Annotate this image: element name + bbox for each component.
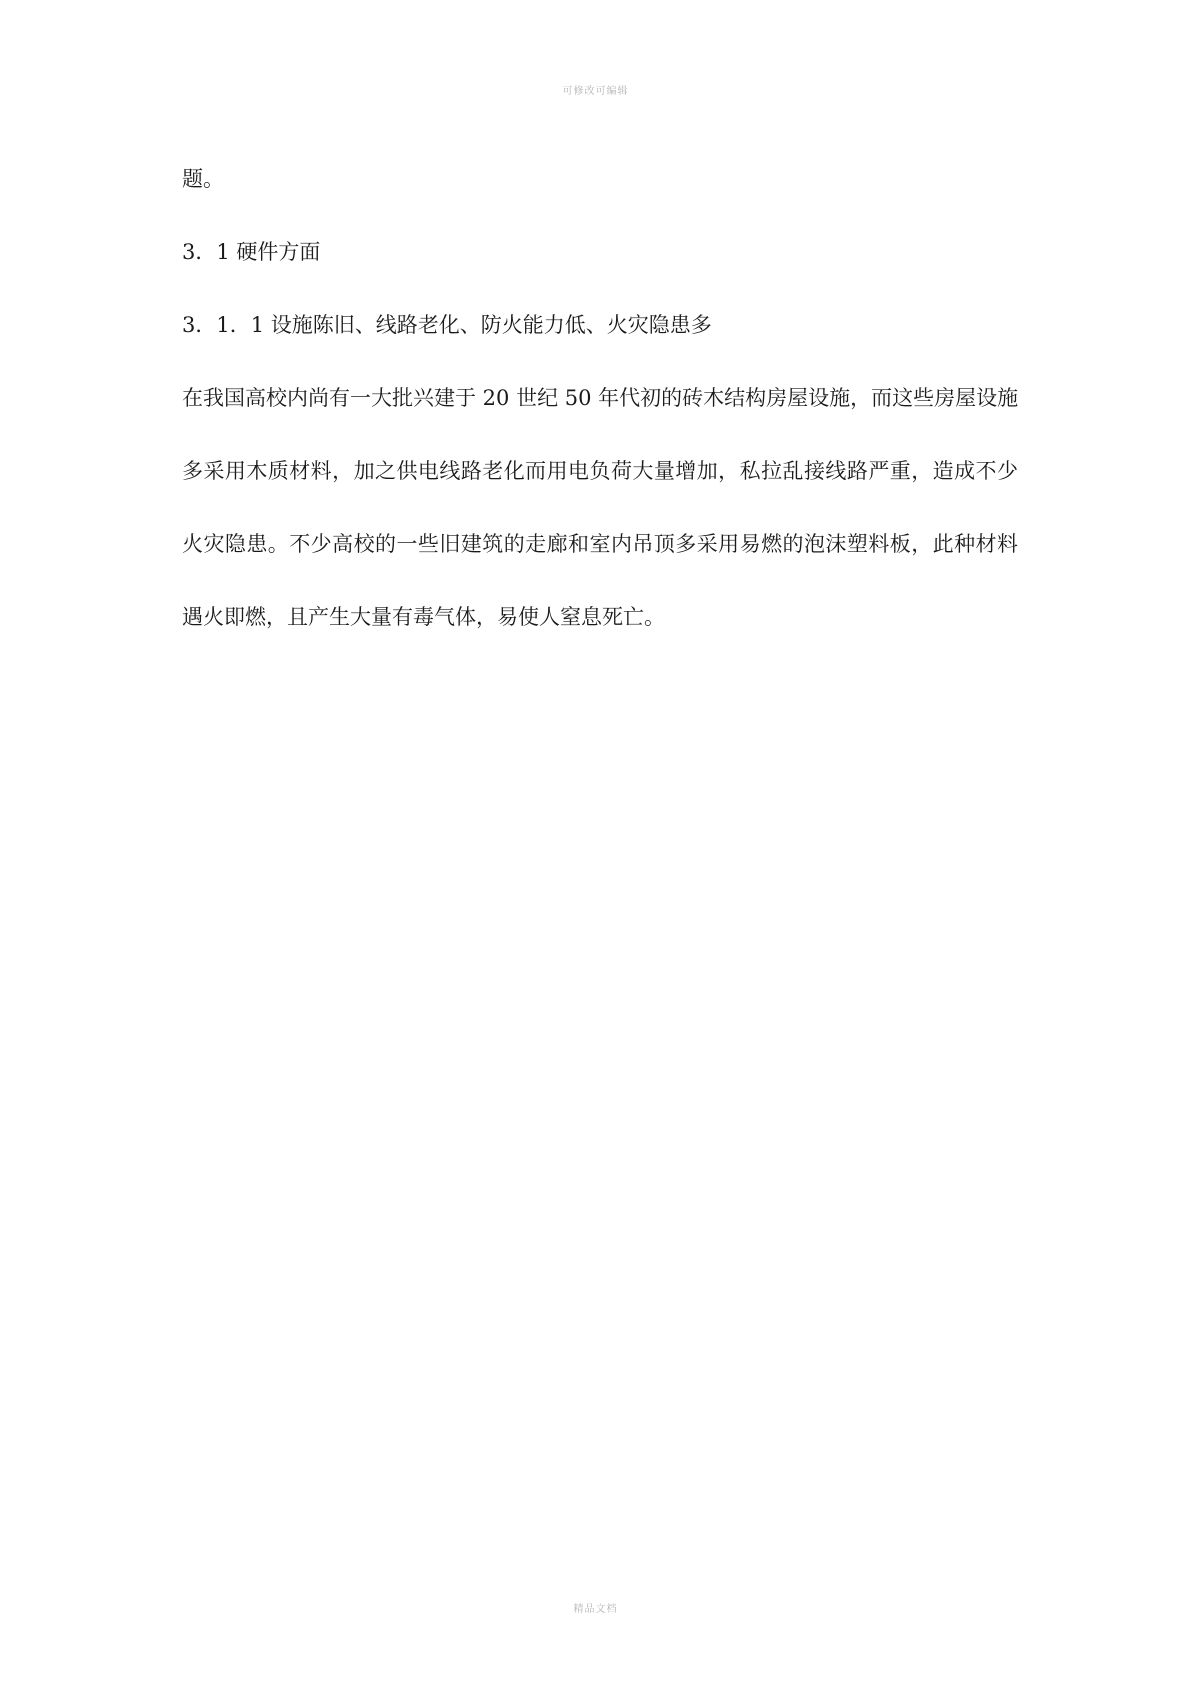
paragraph-line: 在我国高校内尚有一大批兴建于 20 世纪 50 年代初的砖木结构房屋设施，而这些房屋设施 xyxy=(182,386,1019,410)
paragraph-line: 多采用木质材料，加之供电线路老化而用电负荷大量增加，私拉乱接线路严重，造成不少 xyxy=(182,459,1018,483)
paragraph-line: 遇火即燃，且产生大量有毒气体，易使人窒息死亡。 xyxy=(182,605,665,629)
body-paragraph xyxy=(182,383,1018,632)
subsection-heading: 3．1．1 设施陈旧、线路老化、防火能力低、火灾隐患多 xyxy=(182,313,712,337)
footer-note: 精品文档 xyxy=(573,1604,618,1615)
document-content xyxy=(182,164,1018,632)
header-note: 可修改可编辑 xyxy=(562,86,629,97)
section-heading: 3．1 硬件方面 xyxy=(182,240,321,264)
paragraph-line: 火灾隐患。不少高校的一些旧建筑的走廊和室内吊顶多采用易燃的泡沫塑料板，此种材料 xyxy=(182,532,1018,556)
continued-text-line: 题。 xyxy=(182,167,224,191)
